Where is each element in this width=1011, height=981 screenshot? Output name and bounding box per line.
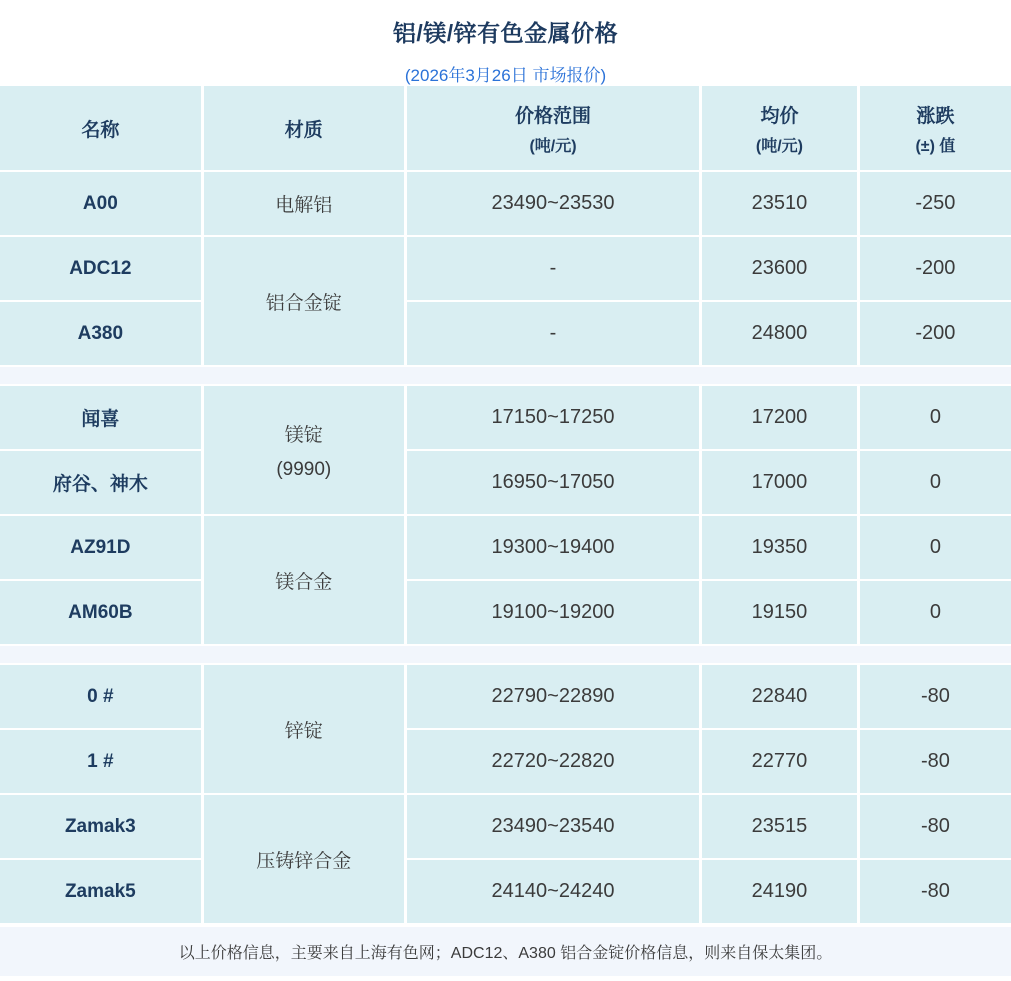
cell-change: 0 [858, 450, 1011, 515]
cell-avg-price: 24190 [701, 859, 859, 924]
source-note-bar [0, 925, 1011, 976]
cell-change: -250 [858, 171, 1011, 236]
cell-avg-price: 22770 [701, 729, 859, 794]
header-row [0, 86, 1011, 171]
col-header-avg-price [701, 86, 859, 171]
cell-name: 1 # [0, 729, 202, 794]
cell-change: -200 [858, 236, 1011, 301]
section-gap-strip [0, 645, 1011, 664]
table-row-zamak5 [0, 859, 1011, 924]
table-header [0, 86, 1011, 171]
col-header-change-sub: (±) 值 [915, 137, 956, 155]
cell-name: AZ91D [0, 515, 202, 580]
material-label: 电解铝 [275, 195, 333, 216]
cell-avg-price: 24800 [701, 301, 859, 366]
table-body [0, 171, 1011, 924]
col-header-avg-price-label: 均价 [760, 105, 799, 127]
material-label: 镁合金 [275, 571, 333, 593]
cell-avg-price: 23600 [701, 236, 859, 301]
material-label: 压铸锌合金 [256, 850, 352, 872]
col-header-name [0, 86, 202, 171]
cell-price-range: 23490~23540 [405, 794, 700, 859]
section-gap [0, 645, 1011, 664]
cell-avg-price: 17200 [701, 385, 859, 450]
cell-price-range: 22790~22890 [405, 664, 700, 729]
cell-material [202, 171, 405, 236]
cell-name: Zamak3 [0, 794, 202, 859]
cell-change: 0 [858, 515, 1011, 580]
table-row-adc12 [0, 236, 1011, 301]
cell-change: 0 [858, 580, 1011, 645]
cell-material-merged [202, 515, 405, 645]
col-header-change [858, 86, 1011, 171]
cell-name: 闻喜 [0, 385, 202, 450]
cell-price-range: - [405, 301, 700, 366]
cell-price-range: 19300~19400 [405, 515, 700, 580]
cell-price-range: 22720~22820 [405, 729, 700, 794]
table-row-am60b [0, 580, 1011, 645]
col-header-price-range-sub: (吨/元) [529, 137, 577, 155]
table-row-0-hash [0, 664, 1011, 729]
cell-material-merged [202, 236, 405, 366]
cell-material-merged [202, 794, 405, 924]
section-gap-strip [0, 366, 1011, 385]
col-header-price-range-label: 价格范围 [514, 105, 591, 127]
col-header-name-label: 名称 [81, 119, 120, 141]
col-header-material [202, 86, 405, 171]
col-header-avg-price-sub: (吨/元) [755, 137, 803, 155]
cell-name: 府谷、神木 [0, 450, 202, 515]
cell-name: A380 [0, 301, 202, 366]
table-row-wenxi [0, 385, 1011, 450]
cell-avg-price: 23510 [701, 171, 859, 236]
material-label: 锌锭 [284, 720, 323, 742]
cell-change: -80 [858, 859, 1011, 924]
cell-material-merged [202, 664, 405, 794]
cell-change: -80 [858, 794, 1011, 859]
cell-avg-price: 19350 [701, 515, 859, 580]
material-sub-label: (9990) [276, 458, 332, 480]
cell-name: ADC12 [0, 236, 202, 301]
cell-change: 0 [858, 385, 1011, 450]
cell-price-range: 19100~19200 [405, 580, 700, 645]
cell-avg-price: 17000 [701, 450, 859, 515]
cell-avg-price: 19150 [701, 580, 859, 645]
col-header-price-range [405, 86, 700, 171]
cell-name: AM60B [0, 580, 202, 645]
source-note: 以上价格信息，主要来自上海有色网；ADC12、A380 铝合金锭价格信息，则来自保太集团。 [178, 945, 833, 962]
cell-price-range: 23490~23530 [405, 171, 700, 236]
col-header-material-label: 材质 [284, 119, 323, 141]
cell-price-range: - [405, 236, 700, 301]
cell-change: -80 [858, 664, 1011, 729]
cell-name: Zamak5 [0, 859, 202, 924]
table-row-1-hash [0, 729, 1011, 794]
table-row-a380 [0, 301, 1011, 366]
cell-material-merged [202, 385, 405, 515]
cell-price-range: 24140~24240 [405, 859, 700, 924]
cell-name: 0 # [0, 664, 202, 729]
table-row-fugu-shenmu [0, 450, 1011, 515]
table-row-az91d [0, 515, 1011, 580]
cell-price-range: 17150~17250 [405, 385, 700, 450]
table-row-zamak3 [0, 794, 1011, 859]
cell-name: A00 [0, 171, 202, 236]
cell-price-range: 16950~17050 [405, 450, 700, 515]
title-area [0, 0, 1011, 86]
cell-avg-price: 23515 [701, 794, 859, 859]
cell-avg-price: 22840 [701, 664, 859, 729]
material-label: 铝合金锭 [265, 292, 342, 314]
col-header-change-label: 涨跌 [916, 105, 955, 127]
table-row-a00 [0, 171, 1011, 236]
section-gap [0, 366, 1011, 385]
material-label: 镁锭 [284, 424, 323, 446]
report-date: (2026年3月26日 市场报价) [404, 66, 607, 85]
price-table [0, 86, 1011, 925]
cell-change: -80 [858, 729, 1011, 794]
cell-change: -200 [858, 301, 1011, 366]
page-title: 铝/镁/锌有色金属价格 [392, 20, 619, 46]
